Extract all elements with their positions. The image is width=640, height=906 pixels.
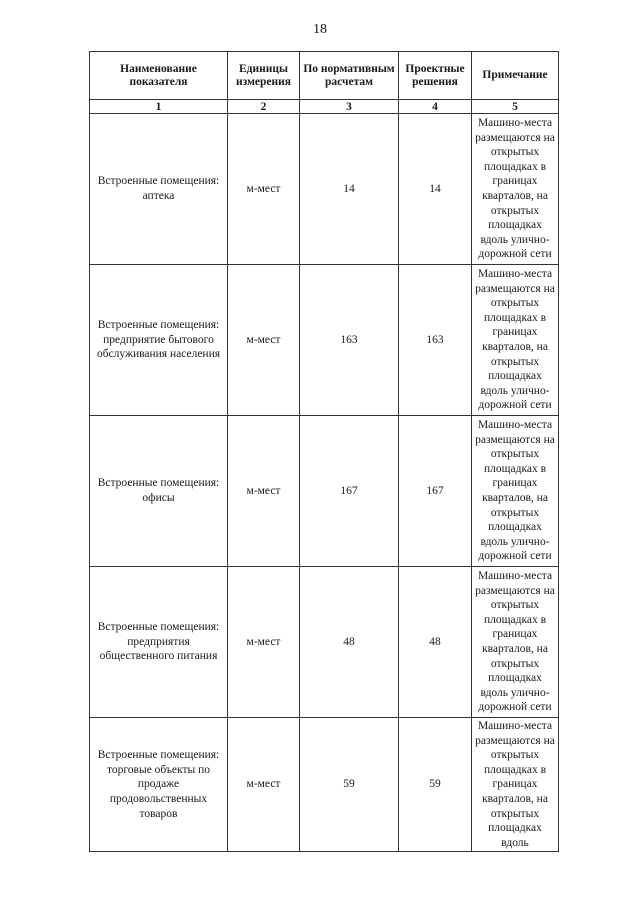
parking-table bbox=[89, 51, 559, 852]
header-project: Проектные решения bbox=[399, 52, 472, 100]
header-note: Примечание bbox=[472, 52, 559, 100]
column-number: 1 bbox=[90, 100, 228, 114]
row-normative: 14 bbox=[300, 114, 399, 265]
column-number: 4 bbox=[399, 100, 472, 114]
header-name: Наименование показателя bbox=[90, 52, 228, 100]
row-note: Машино-места размещаются на открытых площадках в границах кварталов, на открытых площадках вдоль улично-дорожной сети bbox=[472, 416, 559, 567]
row-project: 59 bbox=[399, 718, 472, 852]
row-unit: м-мест bbox=[228, 265, 300, 416]
table-row bbox=[90, 114, 559, 265]
row-name: Встроенные помещения: торговые объекты по продаже продовольственных товаров bbox=[90, 718, 228, 852]
table-row bbox=[90, 416, 559, 567]
row-name: Встроенные помещения: предприятие бытового обслуживания населения bbox=[90, 265, 228, 416]
row-project: 167 bbox=[399, 416, 472, 567]
row-name: Встроенные помещения: аптека bbox=[90, 114, 228, 265]
column-number: 5 bbox=[472, 100, 559, 114]
table-header-row bbox=[90, 52, 559, 100]
header-unit: Единицы измерения bbox=[228, 52, 300, 100]
table-row bbox=[90, 718, 559, 852]
row-name: Встроенные помещения: предприятия общественного питания bbox=[90, 567, 228, 718]
table-row bbox=[90, 567, 559, 718]
row-note: Машино-места размещаются на открытых площадках в границах кварталов, на открытых площадках вдоль улично-дорожной сети bbox=[472, 114, 559, 265]
column-number: 2 bbox=[228, 100, 300, 114]
row-normative: 167 bbox=[300, 416, 399, 567]
row-note: Машино-места размещаются на открытых площадках в границах кварталов, на открытых площадках вдоль улично-дорожной сети bbox=[472, 265, 559, 416]
row-name: Встроенные помещения: офисы bbox=[90, 416, 228, 567]
row-normative: 59 bbox=[300, 718, 399, 852]
row-unit: м-мест bbox=[228, 114, 300, 265]
row-normative: 163 bbox=[300, 265, 399, 416]
row-unit: м-мест bbox=[228, 718, 300, 852]
row-project: 14 bbox=[399, 114, 472, 265]
row-note: Машино-места размещаются на открытых площадках в границах кварталов, на открытых площадках вдоль bbox=[472, 718, 559, 852]
row-normative: 48 bbox=[300, 567, 399, 718]
row-unit: м-мест bbox=[228, 416, 300, 567]
column-number-row bbox=[90, 100, 559, 114]
page-number: 18 bbox=[313, 22, 327, 37]
row-note: Машино-места размещаются на открытых площадках в границах кварталов, на открытых площадках вдоль улично-дорожной сети bbox=[472, 567, 559, 718]
header-normative: По нормативным расчетам bbox=[300, 52, 399, 100]
row-project: 163 bbox=[399, 265, 472, 416]
row-project: 48 bbox=[399, 567, 472, 718]
row-unit: м-мест bbox=[228, 567, 300, 718]
table-row bbox=[90, 265, 559, 416]
column-number: 3 bbox=[300, 100, 399, 114]
